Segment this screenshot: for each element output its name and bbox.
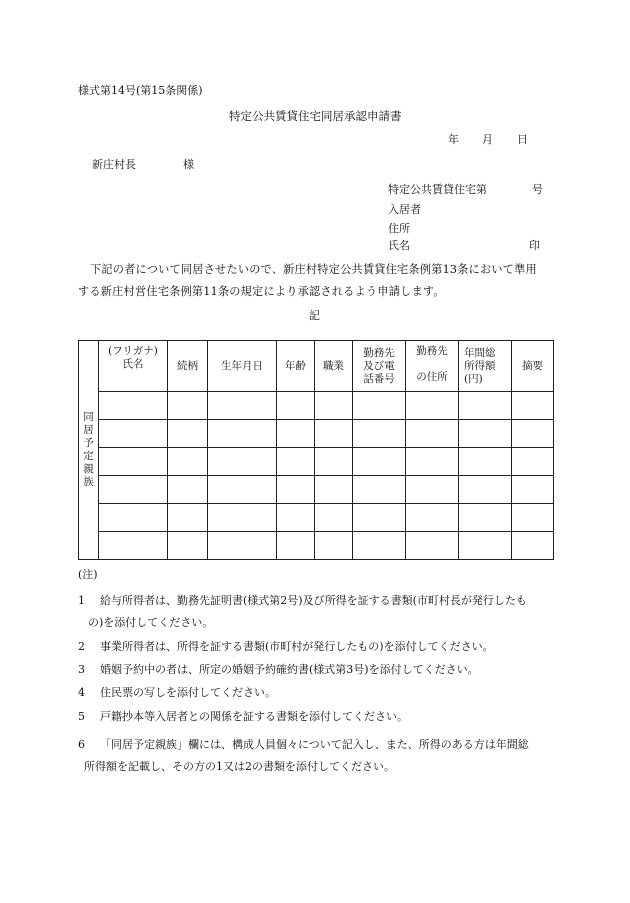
input-cell[interactable]	[99, 532, 168, 560]
input-cell[interactable]	[406, 392, 459, 420]
note-text: 住民票の写しを添付してください。	[100, 686, 276, 699]
date-month: 月	[482, 133, 493, 146]
input-cell[interactable]	[168, 392, 208, 420]
input-cell[interactable]	[208, 532, 277, 560]
input-cell[interactable]	[168, 504, 208, 532]
header-annual-income: 年間総 所得額 (円)	[459, 341, 512, 392]
input-cell[interactable]	[406, 420, 459, 448]
input-cell[interactable]	[315, 504, 353, 532]
input-cell[interactable]	[99, 420, 168, 448]
body-line-1: 下記の者について同居させたいので、新庄村特定公共賃貸住宅条例第13条において準用	[90, 263, 537, 276]
table-row	[79, 392, 554, 420]
note-number: 2	[78, 640, 85, 653]
note-number: 5	[78, 710, 85, 723]
input-cell[interactable]	[459, 420, 512, 448]
input-cell[interactable]	[459, 532, 512, 560]
header-age: 年齢	[277, 341, 315, 392]
input-cell[interactable]	[99, 448, 168, 476]
input-cell[interactable]	[208, 420, 277, 448]
note-text: 戸籍抄本等入居者との関係を証する書類を添付してください。	[100, 710, 408, 723]
date-day: 日	[517, 133, 528, 146]
side-char: 居	[83, 424, 94, 436]
input-cell[interactable]	[208, 448, 277, 476]
input-cell[interactable]	[459, 448, 512, 476]
note-text: 事業所得者は、所得を証する書類(市町村が発行したもの)を添付してください。	[100, 640, 494, 653]
header-name: (フリガナ) 氏名	[99, 341, 168, 392]
input-cell[interactable]	[512, 476, 554, 504]
note-1	[78, 590, 527, 634]
input-cell[interactable]	[168, 532, 208, 560]
input-cell[interactable]	[512, 420, 554, 448]
input-cell[interactable]	[315, 448, 353, 476]
input-cell[interactable]	[277, 420, 315, 448]
input-cell[interactable]	[406, 532, 459, 560]
input-cell[interactable]	[315, 420, 353, 448]
input-cell[interactable]	[459, 392, 512, 420]
name-label: 氏名	[388, 239, 410, 252]
input-cell[interactable]	[315, 392, 353, 420]
input-cell[interactable]	[406, 448, 459, 476]
header-occupation: 職業	[315, 341, 353, 392]
table-row	[79, 532, 554, 560]
input-cell[interactable]	[99, 392, 168, 420]
input-cell[interactable]	[277, 392, 315, 420]
input-cell[interactable]	[512, 532, 554, 560]
input-cell[interactable]	[353, 504, 406, 532]
housing-label: 特定公共賃貸住宅第	[388, 183, 487, 196]
note-number: 4	[78, 686, 85, 699]
header-remarks: 摘要	[512, 341, 554, 392]
note-text: 婚姻予約中の者は、所定の婚姻予約確約書(様式第3号)を添付してください。	[100, 663, 479, 676]
header-workplace-phone: 勤務先 及び電 話番号	[353, 341, 406, 392]
input-cell[interactable]	[168, 476, 208, 504]
note-text-cont: の)を添付してください。	[88, 616, 214, 629]
note-number: 3	[78, 663, 85, 676]
input-cell[interactable]	[353, 448, 406, 476]
input-cell[interactable]	[353, 532, 406, 560]
input-cell[interactable]	[99, 504, 168, 532]
input-cell[interactable]	[168, 448, 208, 476]
housing-suffix: 号	[532, 183, 543, 196]
resident-label: 入居者	[388, 203, 421, 216]
note-number: 6	[78, 738, 85, 751]
header-birthdate: 生年月日	[208, 341, 277, 392]
input-cell[interactable]	[99, 476, 168, 504]
input-cell[interactable]	[168, 420, 208, 448]
input-cell[interactable]	[208, 504, 277, 532]
addressee-name: 新庄村長	[92, 158, 136, 171]
address-label: 住所	[388, 222, 410, 235]
header-workplace-address: 勤務先 の住所	[406, 341, 459, 392]
note-2	[78, 636, 494, 658]
family-table	[78, 340, 554, 560]
table-row	[79, 504, 554, 532]
input-cell[interactable]	[406, 504, 459, 532]
input-cell[interactable]	[512, 448, 554, 476]
table-header-row	[79, 341, 554, 392]
input-cell[interactable]	[406, 476, 459, 504]
input-cell[interactable]	[315, 476, 353, 504]
note-text: 「同居予定親族」欄には、構成人員個々について記入し、また、所得のある方は年間総	[100, 738, 529, 751]
note-4	[78, 682, 276, 704]
side-char: 同	[83, 411, 94, 423]
notes-heading: (注)	[78, 568, 98, 581]
input-cell[interactable]	[277, 504, 315, 532]
note-text-cont: 所得額を記載し、その方の1又は2の書類を添付してください。	[84, 760, 395, 773]
table-row	[79, 448, 554, 476]
side-char: 予	[83, 437, 94, 449]
side-char: 親	[83, 463, 94, 475]
side-label-cell	[79, 341, 99, 560]
date-year: 年	[448, 133, 459, 146]
input-cell[interactable]	[277, 448, 315, 476]
table-row	[79, 420, 554, 448]
input-cell[interactable]	[512, 504, 554, 532]
input-cell[interactable]	[353, 420, 406, 448]
ki-heading: 記	[309, 309, 320, 322]
seal-mark: 印	[529, 239, 540, 252]
input-cell[interactable]	[208, 476, 277, 504]
side-char: 族	[83, 476, 94, 488]
note-number: 1	[78, 594, 85, 607]
input-cell[interactable]	[277, 476, 315, 504]
form-number: 様式第14号(第15条関係)	[78, 84, 203, 97]
note-3	[78, 659, 479, 681]
document-title: 特定公共賃貸住宅同居承認申請書	[229, 109, 402, 123]
input-cell[interactable]	[315, 532, 353, 560]
addressee-honorific: 様	[183, 158, 194, 171]
side-char: 定	[83, 450, 94, 462]
input-cell[interactable]	[512, 392, 554, 420]
input-cell[interactable]	[353, 392, 406, 420]
input-cell[interactable]	[459, 504, 512, 532]
input-cell[interactable]	[459, 476, 512, 504]
body-line-2: する新庄村営住宅条例第11条の規定により承認されるよう申請します。	[78, 285, 445, 298]
input-cell[interactable]	[208, 392, 277, 420]
input-cell[interactable]	[353, 476, 406, 504]
table-row	[79, 476, 554, 504]
header-relation: 続柄	[168, 341, 208, 392]
note-6	[78, 734, 529, 778]
note-5	[78, 706, 408, 728]
input-cell[interactable]	[277, 532, 315, 560]
note-text: 給与所得者は、勤務先証明書(様式第2号)及び所得を証する書類(市町村長が発行したも	[100, 594, 527, 607]
